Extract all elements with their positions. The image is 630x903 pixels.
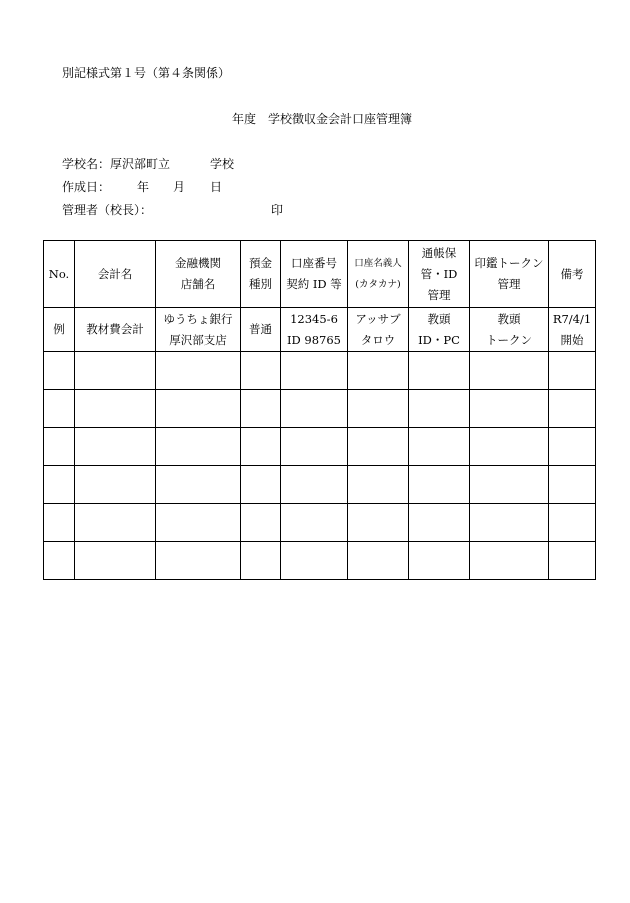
empty-cell [281, 428, 348, 466]
empty-cell [44, 542, 75, 580]
header-cell-line: 種別 [249, 277, 272, 291]
empty-cell [241, 542, 281, 580]
empty-cell [549, 352, 596, 390]
empty-cell [241, 352, 281, 390]
example-cell [348, 308, 409, 352]
header-cell-line: 店舗名 [180, 277, 216, 291]
example-cell-line: 厚沢部支店 [169, 332, 227, 347]
empty-cell [156, 542, 241, 580]
empty-cell [44, 352, 75, 390]
header-cell-line: 備考 [560, 266, 584, 281]
table-row [44, 542, 596, 580]
example-cell [44, 308, 75, 352]
empty-cell [470, 352, 549, 390]
example-cell-line: ID・PC [418, 332, 460, 347]
example-row [44, 308, 596, 352]
header-cell [75, 241, 156, 308]
empty-cell [470, 466, 549, 504]
empty-cell [470, 390, 549, 428]
empty-cell [156, 504, 241, 542]
date-month: 月 [173, 180, 186, 194]
creation-date-label: 作成日： [62, 180, 111, 194]
example-cell-line: 普通 [249, 322, 272, 336]
empty-cell [75, 390, 156, 428]
header-cell-line: 管理 [497, 277, 521, 291]
empty-cell [281, 390, 348, 428]
seal-mark: 印 [271, 203, 284, 217]
empty-cell [549, 504, 596, 542]
empty-cell [348, 352, 409, 390]
table-row [44, 466, 596, 504]
example-cell-line: タロウ [360, 332, 396, 347]
empty-cell [348, 542, 409, 580]
manager-label: 管理者（校長）： [62, 203, 153, 217]
empty-cell [44, 466, 75, 504]
empty-cell [44, 390, 75, 428]
empty-cell [156, 428, 241, 466]
header-cell-line: 口座番号 [291, 256, 337, 270]
empty-cell [241, 390, 281, 428]
school-name-label: 学校名：厚沢部町立 [62, 157, 171, 171]
date-day: 日 [210, 180, 223, 194]
header-cell-line: 管理 [427, 287, 451, 302]
header-cell-line: 預金 [249, 256, 272, 270]
empty-cell [409, 466, 470, 504]
header-cell [348, 241, 409, 308]
empty-cell [409, 504, 470, 542]
empty-cell [156, 352, 241, 390]
header-cell [549, 241, 596, 308]
header-cell-line: 契約 ID 等 [286, 277, 342, 291]
empty-cell [241, 466, 281, 504]
header-cell-line: 金融機関 [175, 256, 221, 270]
empty-cell [348, 504, 409, 542]
example-cell-line: 12345-6 [290, 311, 338, 326]
example-cell-line: 教頭 [427, 311, 451, 326]
header-cell [409, 241, 470, 308]
header-cell [241, 241, 281, 308]
empty-cell [75, 352, 156, 390]
example-cell [281, 308, 348, 352]
empty-cell [549, 542, 596, 580]
school-suffix: 学校 [210, 157, 235, 171]
header-row [44, 241, 596, 308]
example-cell [470, 308, 549, 352]
header-cell [470, 241, 549, 308]
example-cell-line: 開始 [560, 332, 584, 347]
form-label: 別記様式第１号（第４条関係） [62, 66, 231, 80]
example-cell-line: 教頭 [497, 311, 521, 326]
example-cell-line: R7/4/1 [552, 311, 592, 326]
example-cell-line: 教材費会計 [86, 322, 144, 336]
empty-cell [75, 504, 156, 542]
empty-cell [44, 428, 75, 466]
empty-cell [470, 504, 549, 542]
example-cell [549, 308, 596, 352]
empty-cell [549, 428, 596, 466]
example-cell [75, 308, 156, 352]
empty-cell [409, 542, 470, 580]
empty-cell [281, 542, 348, 580]
empty-cell [241, 504, 281, 542]
header-cell-line: 印鑑トークン [474, 256, 544, 270]
empty-cell [409, 390, 470, 428]
empty-cell [470, 542, 549, 580]
example-cell-line: ゆうちょ銀行 [163, 311, 233, 326]
empty-cell [409, 352, 470, 390]
empty-cell [470, 428, 549, 466]
empty-cell [75, 542, 156, 580]
header-cell-line: No. [48, 266, 70, 281]
example-cell [156, 308, 241, 352]
example-cell-line: トークン [486, 332, 532, 347]
example-cell [241, 308, 281, 352]
empty-cell [348, 390, 409, 428]
table-row [44, 504, 596, 542]
header-cell-line: 口座名義人 [354, 258, 402, 269]
table-row [44, 352, 596, 390]
empty-cell [44, 504, 75, 542]
header-cell [281, 241, 348, 308]
empty-cell [156, 390, 241, 428]
example-cell [409, 308, 470, 352]
empty-cell [281, 466, 348, 504]
date-year: 年 [137, 180, 150, 194]
header-cell-line: 通帳保 [421, 245, 457, 260]
header-cell-line: (カタカナ) [355, 279, 401, 290]
empty-cell [281, 504, 348, 542]
empty-cell [348, 466, 409, 504]
empty-cell [156, 466, 241, 504]
example-cell-line: ID 98765 [286, 332, 341, 347]
empty-cell [549, 390, 596, 428]
account-ledger-table [43, 240, 596, 580]
empty-cell [75, 466, 156, 504]
header-cell [156, 241, 241, 308]
example-cell-line: 例 [53, 322, 65, 336]
empty-cell [409, 428, 470, 466]
header-cell-line: 管・ID [420, 266, 458, 281]
empty-cell [281, 352, 348, 390]
empty-cell [549, 466, 596, 504]
empty-cell [75, 428, 156, 466]
document-title: 年度 学校徴収金会計口座管理簿 [232, 112, 413, 126]
header-cell [44, 241, 75, 308]
table-row [44, 390, 596, 428]
empty-cell [241, 428, 281, 466]
header-cell-line: 会計名 [97, 266, 133, 281]
empty-cell [348, 428, 409, 466]
table-row [44, 428, 596, 466]
example-cell-line: アッサブ [355, 311, 401, 326]
